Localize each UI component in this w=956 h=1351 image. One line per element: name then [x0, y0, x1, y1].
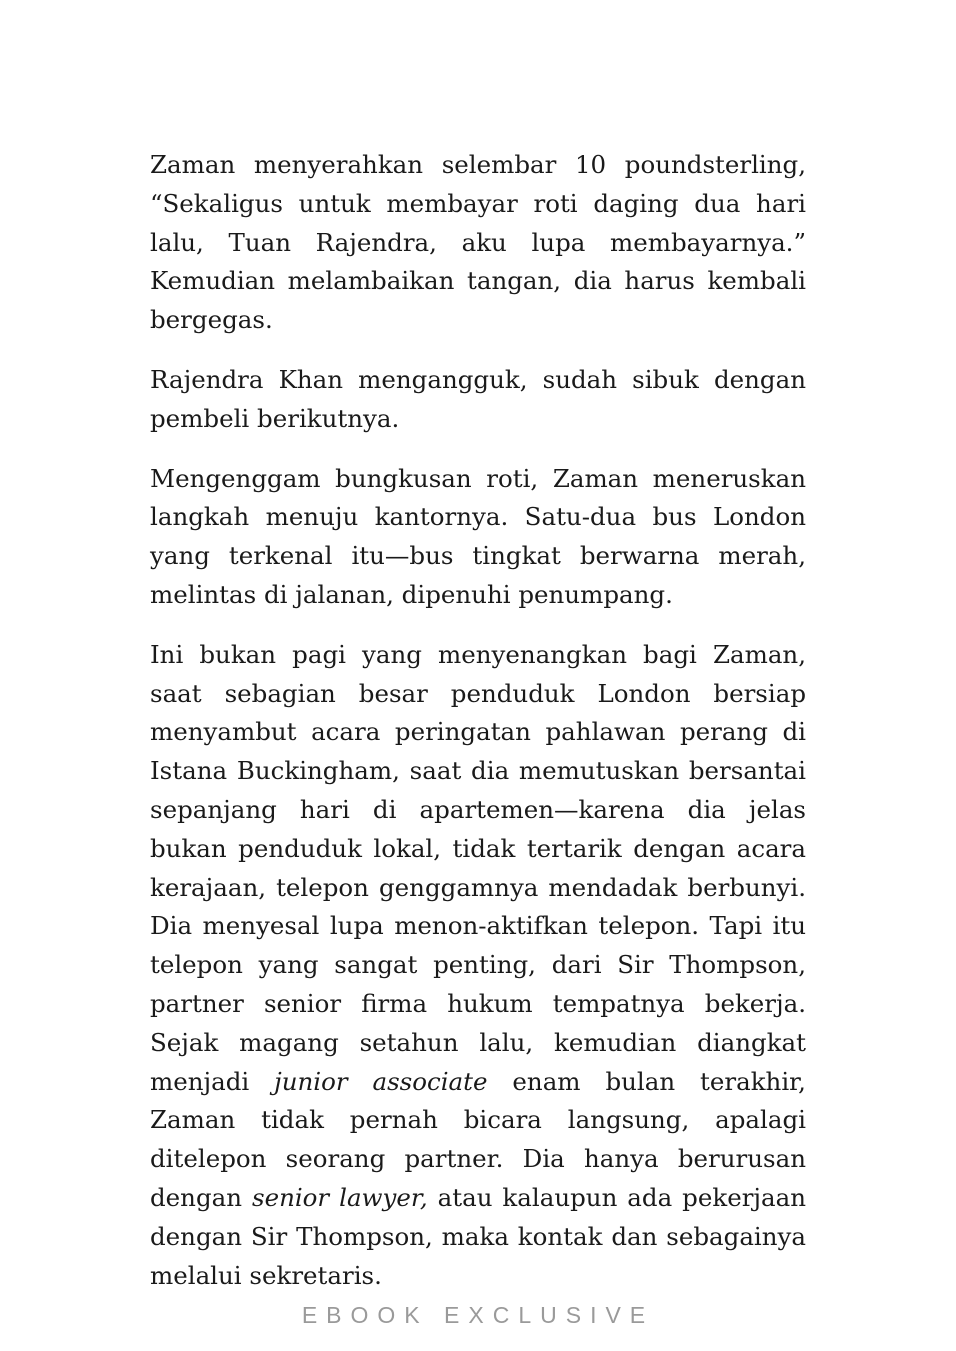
paragraph-4-part-1: Ini bukan pagi yang menyenangkan bagi Zaman, saat sebagian besar penduduk London bersiap menyambut acara peringatan pahlawan perang di Istana Buckingham, saat dia memutuskan bersantai sepanjang hari di apartemen—karena dia jelas bukan penduduk lokal, tidak tertarik dengan acara kerajaan, telepon genggamnya mendadak berbunyi. Dia menyesal lupa menon-aktifkan telepon. Tapi itu telepon yang sangat penting, dari Sir Thompson, partner senior firma hukum tempatnya bekerja. Sejak magang setahun lalu, kemudian diangkat menjadi — [150, 639, 806, 1096]
italic-senior-lawyer: senior lawyer, — [252, 1182, 428, 1212]
paragraph-4-part-2: enam bulan terakhir, Zaman tidak pernah bicara langsung, apalagi ditelepon seorang partner. Dia hanya berurusan dengan — [150, 1066, 806, 1212]
paragraph-3: Mengenggam bungkusan roti, Zaman meneruskan langkah menuju kantornya. Satu-dua bus London yang terkenal itu—bus tingkat berwarna merah, melintas di jalanan, dipenuhi penumpang. — [150, 463, 806, 609]
italic-junior-associate: junior associate — [274, 1066, 488, 1096]
book-page-body — [150, 146, 806, 1316]
paragraph-1: Zaman menyerahkan selembar 10 poundsterling, “Sekaligus untuk membayar roti daging dua hari lalu, Tuan Rajendra, aku lupa membayarnya.” Kemudian melambaikan tangan, dia harus kembali bergegas. — [150, 150, 806, 335]
paragraph-4-part-3: atau kalaupun ada pekerjaan dengan Sir Thompson, maka kontak dan sebagainya melalui sekretaris. — [150, 1182, 806, 1290]
footer-watermark: EBOOK EXCLUSIVE — [301, 1302, 655, 1328]
paragraph-4 — [150, 636, 806, 1296]
paragraph-2: Rajendra Khan mengangguk, sudah sibuk dengan pembeli berikutnya. — [150, 364, 806, 433]
